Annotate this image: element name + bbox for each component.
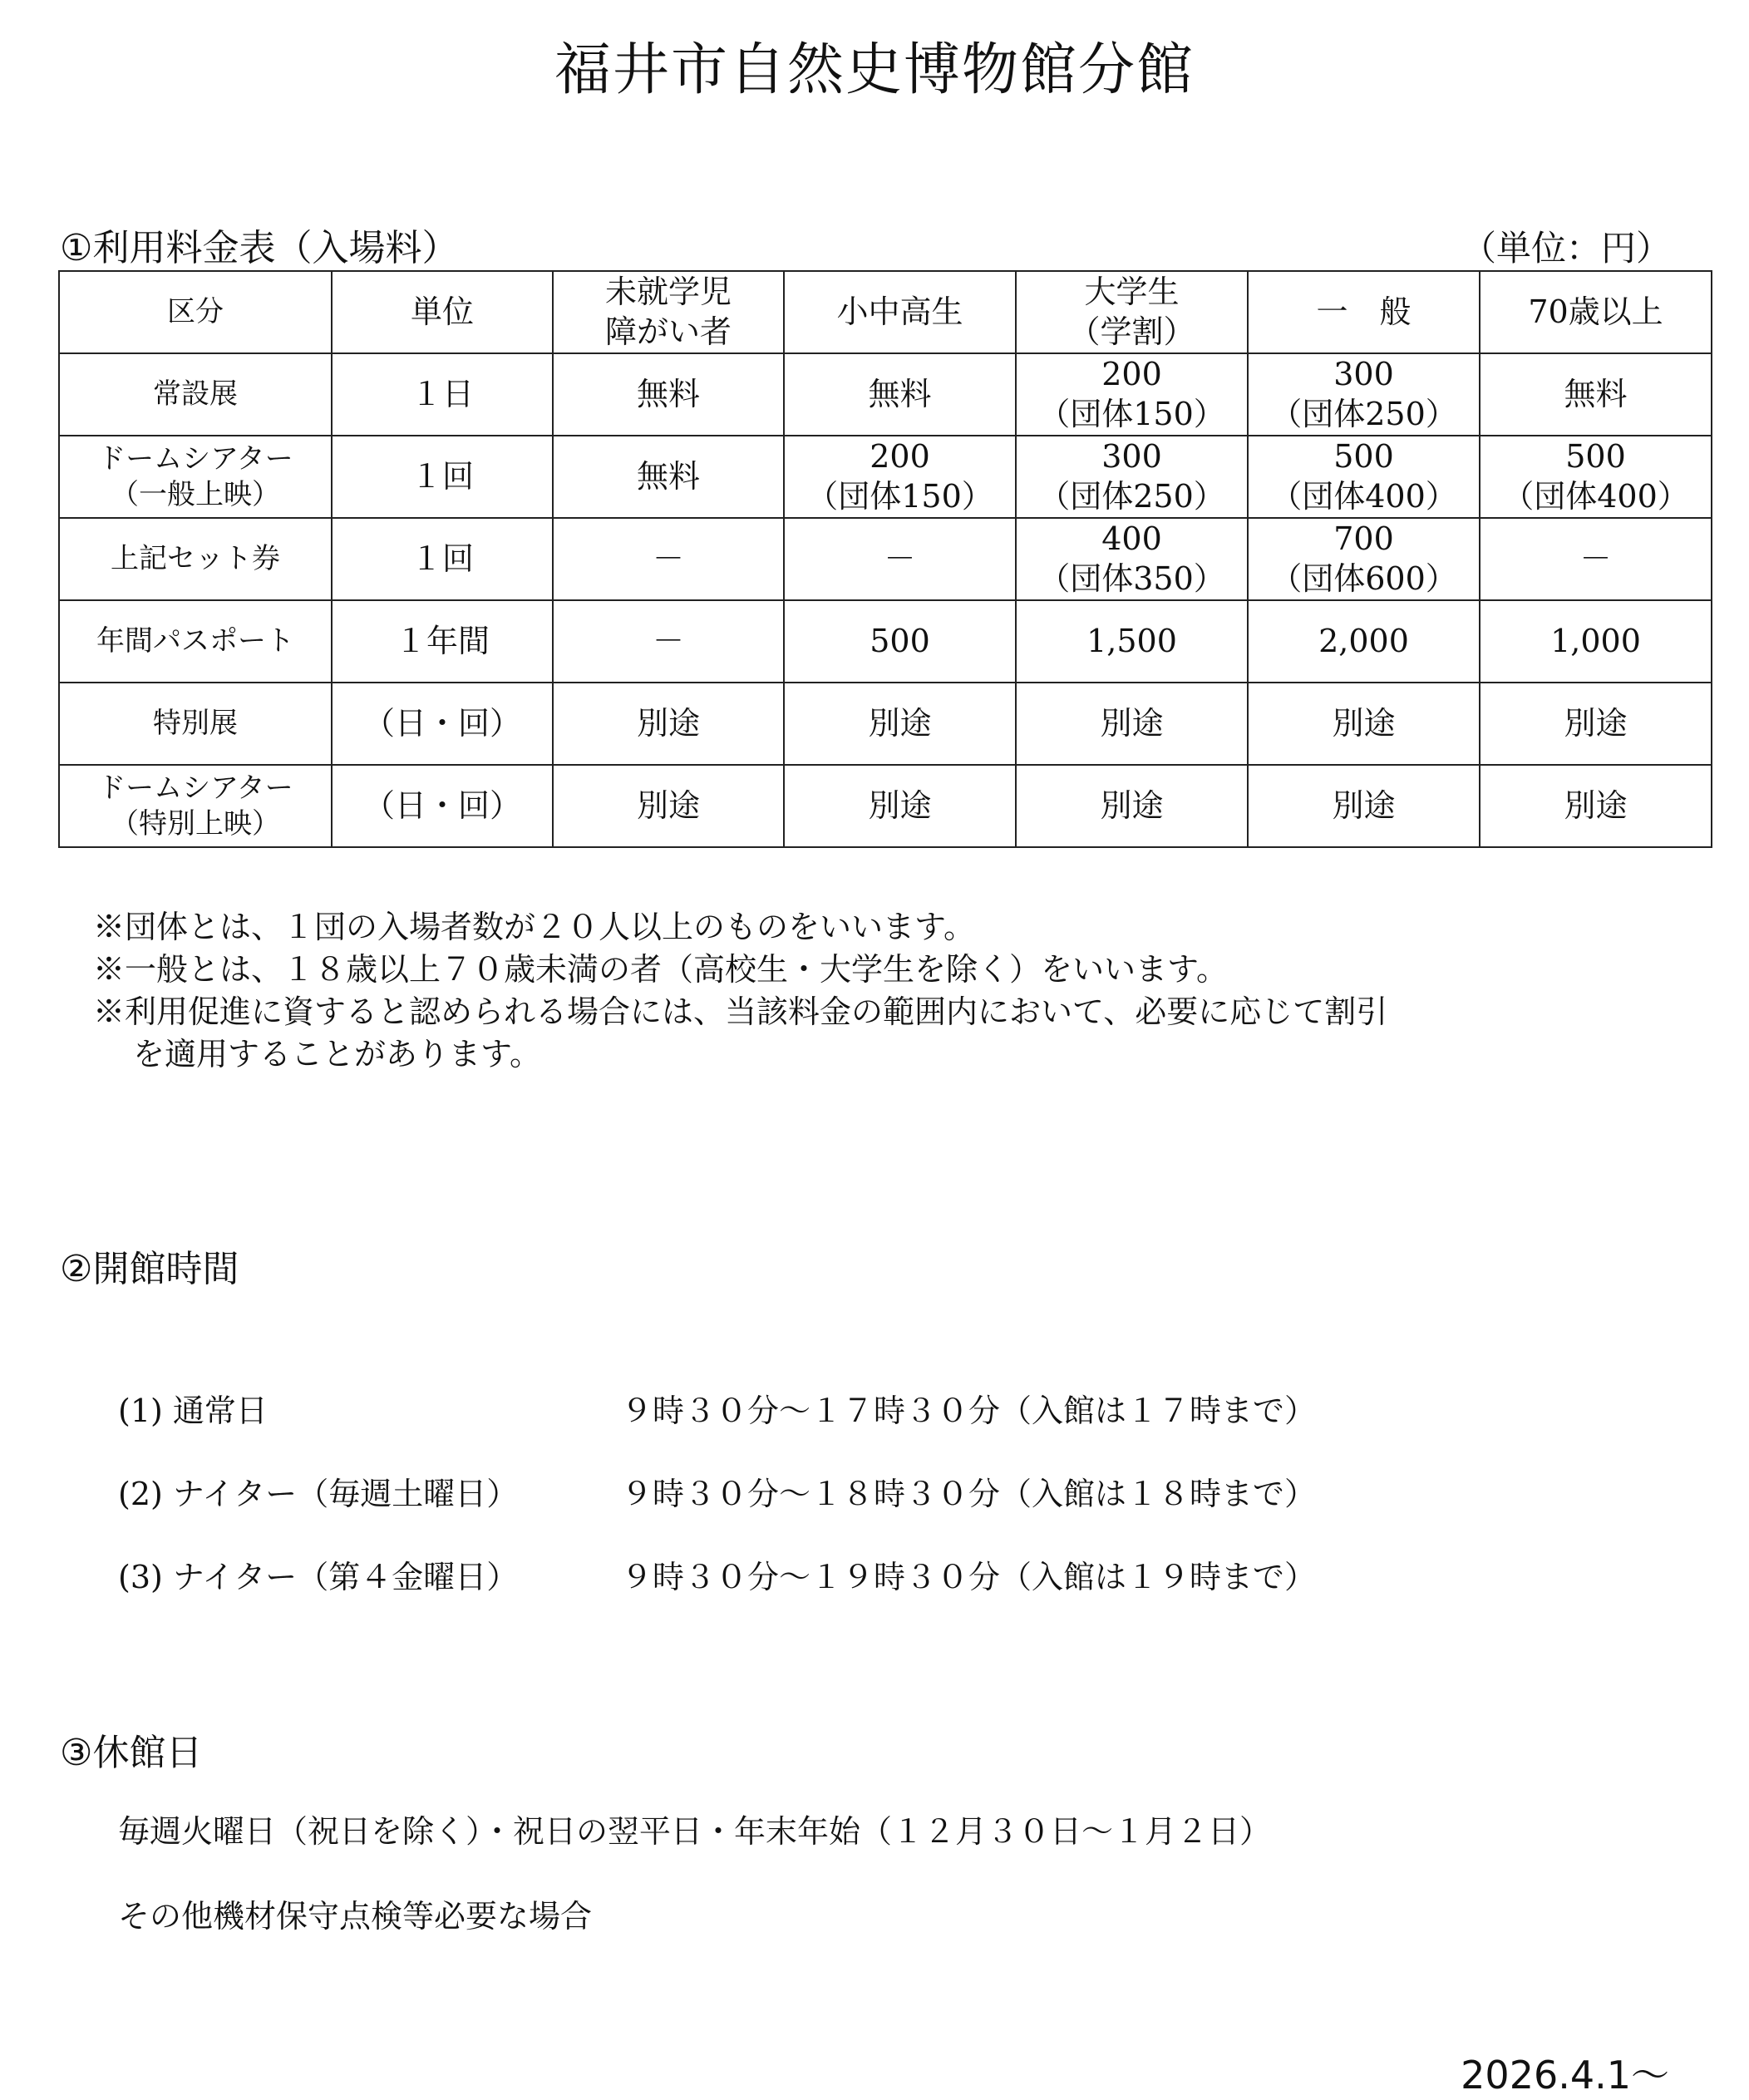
table-cell: （日・回） — [332, 683, 553, 765]
table-cell: １日 — [332, 353, 553, 436]
table-cell: 別途 — [553, 765, 784, 847]
col-header: 単位 — [332, 271, 553, 353]
table-cell: － — [553, 518, 784, 600]
closed-line: 毎週火曜日（祝日を除く）・祝日の翌平日・年末年始（１２月３０日～１月２日） — [118, 1813, 1272, 1850]
effective-date: 2026.4.1～ — [1461, 2053, 1669, 2098]
table-cell: 500 （団体400） — [1480, 436, 1712, 518]
table-cell: 別途 — [1248, 683, 1480, 765]
table-cell: 特別展 — [59, 683, 332, 765]
table-row — [59, 436, 1712, 518]
hours-item — [118, 1468, 1614, 1510]
table-cell: 無料 — [553, 353, 784, 436]
col-header: 小中高生 — [784, 271, 1016, 353]
table-cell: 500 （団体400） — [1248, 436, 1480, 518]
table-cell: 無料 — [553, 436, 784, 518]
table-cell: 別途 — [1480, 683, 1712, 765]
closed-line: その他機材保守点検等必要な場合 — [118, 1898, 593, 1935]
hours-value: ９時３０分～１９時３０分（入館は１９時まで） — [621, 1559, 1317, 1595]
fee-table — [58, 270, 1712, 848]
closed-heading: ③休館日 — [60, 1732, 203, 1774]
col-header: 大学生 （学割） — [1016, 271, 1248, 353]
table-cell: 別途 — [1248, 765, 1480, 847]
table-cell: 300 （団体250） — [1248, 353, 1480, 436]
table-cell: 2,000 — [1248, 600, 1480, 683]
table-cell: 別途 — [553, 683, 784, 765]
hours-item — [118, 1385, 1614, 1427]
table-cell: 常設展 — [59, 353, 332, 436]
table-cell: 300 （団体250） — [1016, 436, 1248, 518]
table-cell: （日・回） — [332, 765, 553, 847]
col-header: 区分 — [59, 271, 332, 353]
table-cell: 年間パスポート — [59, 600, 332, 683]
hours-value: ９時３０分～１８時３０分（入館は１８時まで） — [621, 1476, 1317, 1512]
table-cell: 上記セット券 — [59, 518, 332, 600]
table-row — [59, 600, 1712, 683]
table-cell: 500 — [784, 600, 1016, 683]
table-cell: － — [784, 518, 1016, 600]
note-line: を適用することがあります。 — [133, 1036, 541, 1072]
table-cell: － — [1480, 518, 1712, 600]
table-cell: 1,500 — [1016, 600, 1248, 683]
table-row — [59, 518, 1712, 600]
hours-label: (2) ナイター（毎週土曜日） — [118, 1476, 519, 1512]
table-cell: 別途 — [1016, 765, 1248, 847]
table-cell: １年間 — [332, 600, 553, 683]
table-cell: － — [553, 600, 784, 683]
table-row — [59, 683, 1712, 765]
hours-value: ９時３０分～１７時３０分（入館は１７時まで） — [621, 1393, 1317, 1429]
table-cell: 1,000 — [1480, 600, 1712, 683]
table-cell: 別途 — [1480, 765, 1712, 847]
note-line: ※一般とは、１８歳以上７０歳未満の者（高校生・大学生を除く）をいいます。 — [93, 951, 1228, 988]
hours-item — [118, 1551, 1614, 1593]
table-cell: １回 — [332, 436, 553, 518]
table-cell: 別途 — [1016, 683, 1248, 765]
hours-heading: ②開館時間 — [60, 1248, 239, 1290]
table-header-row — [59, 271, 1712, 353]
fee-notes — [93, 906, 1673, 1076]
col-header: 70歳以上 — [1480, 271, 1712, 353]
unit-note: （単位：円） — [1461, 228, 1671, 269]
page-title: 福井市自然史博物館分館 — [554, 37, 1195, 103]
table-cell: １回 — [332, 518, 553, 600]
fees-heading: ①利用料金表（入場料） — [60, 227, 459, 269]
col-header: 一 般 — [1248, 271, 1480, 353]
table-row — [59, 353, 1712, 436]
table-cell: 別途 — [784, 683, 1016, 765]
table-cell: 200 （団体150） — [1016, 353, 1248, 436]
table-row — [59, 765, 1712, 847]
note-line: ※利用促進に資すると認められる場合には、当該料金の範囲内において、必要に応じて割引 — [93, 993, 1388, 1030]
table-cell: 別途 — [784, 765, 1016, 847]
table-cell: 400 （団体350） — [1016, 518, 1248, 600]
hours-label: (3) ナイター（第４金曜日） — [118, 1559, 519, 1595]
table-cell: 無料 — [1480, 353, 1712, 436]
hours-label: (1) 通常日 — [118, 1393, 268, 1429]
table-cell: ドームシアター （一般上映） — [59, 436, 332, 518]
note-line: ※団体とは、１団の入場者数が２０人以上のものをいいます。 — [93, 909, 975, 945]
table-cell: ドームシアター （特別上映） — [59, 765, 332, 847]
table-cell: 700 （団体600） — [1248, 518, 1480, 600]
table-cell: 無料 — [784, 353, 1016, 436]
col-header: 未就学児 障がい者 — [553, 271, 784, 353]
table-cell: 200 （団体150） — [784, 436, 1016, 518]
